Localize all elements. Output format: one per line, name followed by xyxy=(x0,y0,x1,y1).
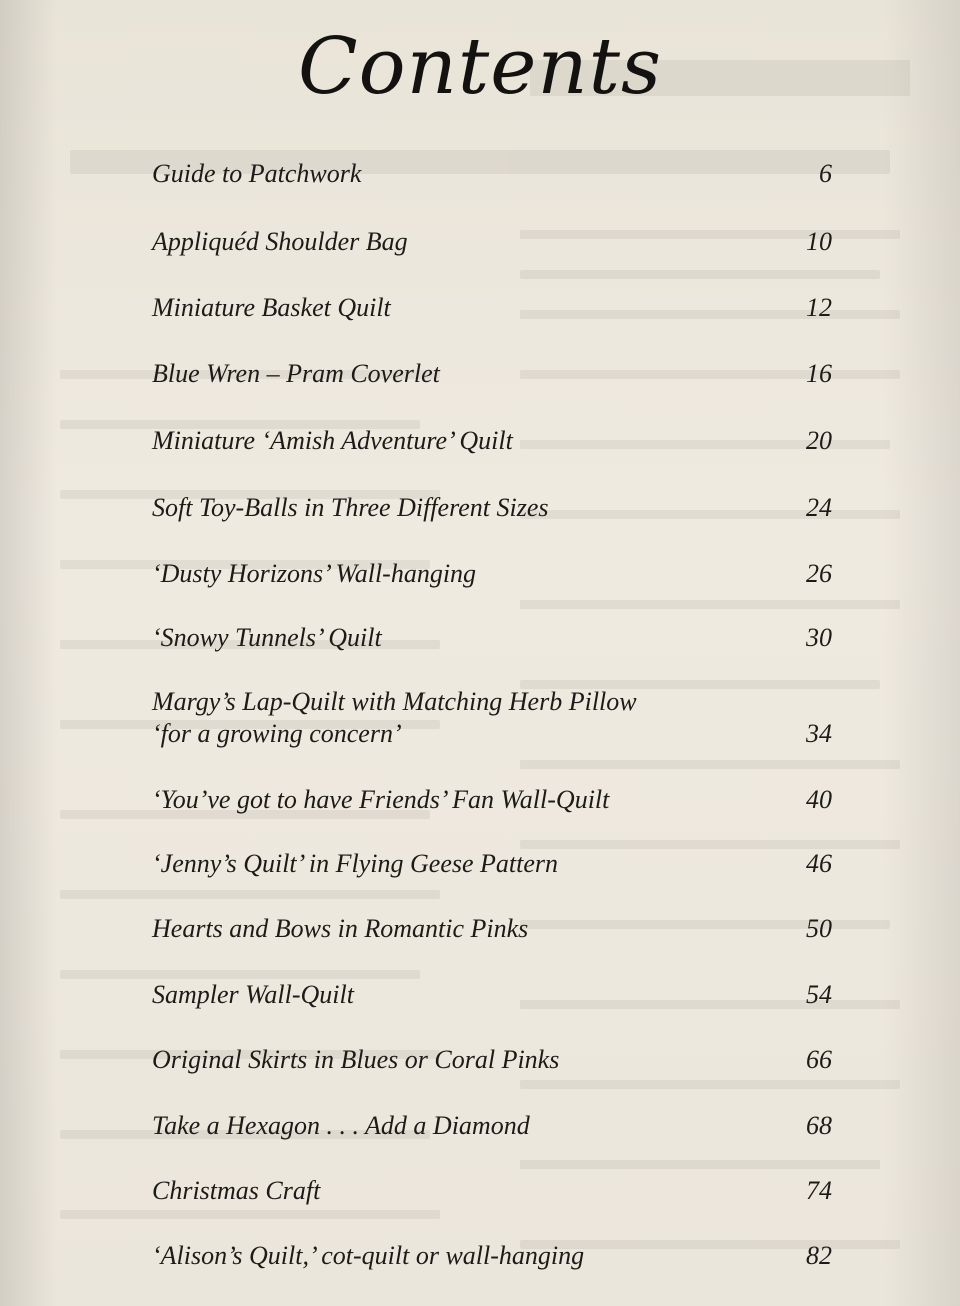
entry-page-number: 68 xyxy=(806,1111,832,1140)
entry-title: Christmas Craft xyxy=(152,1176,321,1205)
entry-title-block xyxy=(152,686,712,750)
entry-title: Miniature Basket Quilt xyxy=(152,293,391,322)
entry-title: Soft Toy-Balls in Three Different Sizes xyxy=(152,493,549,522)
entry-title: Blue Wren – Pram Coverlet xyxy=(152,359,440,388)
entry-subtitle: ‘for a growing concern’ xyxy=(152,719,402,748)
entry-page-number: 6 xyxy=(819,159,832,188)
page-title: Contents xyxy=(298,22,662,112)
entry-page-number: 12 xyxy=(806,293,832,322)
entry-title: Sampler Wall-Quilt xyxy=(152,980,354,1009)
entry-page-number: 66 xyxy=(806,1045,832,1074)
entry-page-number: 24 xyxy=(806,493,832,522)
entry-page-number: 26 xyxy=(806,559,832,588)
entry-page-number: 20 xyxy=(806,426,832,455)
entry-page-number: 54 xyxy=(806,980,832,1009)
entry-page-number: 10 xyxy=(806,227,832,256)
entry-title: Guide to Patchwork xyxy=(152,159,362,188)
entry-page-number: 74 xyxy=(806,1176,832,1205)
entry-page-number: 50 xyxy=(806,914,832,943)
entry-page-number: 40 xyxy=(806,785,832,814)
entry-title: Miniature ‘Amish Adventure’ Quilt xyxy=(152,426,513,455)
entry-page-number: 16 xyxy=(806,359,832,388)
entry-page-number: 34 xyxy=(806,719,832,748)
entry-page-number: 46 xyxy=(806,849,832,878)
entry-title: Appliquéd Shoulder Bag xyxy=(152,227,408,256)
entry-title: Hearts and Bows in Romantic Pinks xyxy=(152,914,529,943)
entry-title: ‘Snowy Tunnels’ Quilt xyxy=(152,623,382,652)
entry-title: Margy’s Lap-Quilt with Matching Herb Pillow xyxy=(152,687,637,716)
entry-title: Take a Hexagon . . . Add a Diamond xyxy=(152,1111,530,1140)
entry-title: Original Skirts in Blues or Coral Pinks xyxy=(152,1045,560,1074)
entry-title: ‘You’ve got to have Friends’ Fan Wall-Quilt xyxy=(152,785,610,814)
entry-page-number: 30 xyxy=(806,623,832,652)
entry-title: ‘Dusty Horizons’ Wall-hanging xyxy=(152,559,477,588)
entry-title: ‘Jenny’s Quilt’ in Flying Geese Pattern xyxy=(152,849,559,878)
entry-page-number: 82 xyxy=(806,1241,832,1270)
entry-title: ‘Alison’s Quilt,’ cot-quilt or wall-hanging xyxy=(152,1241,585,1270)
toc-entry[interactable] xyxy=(152,686,832,750)
